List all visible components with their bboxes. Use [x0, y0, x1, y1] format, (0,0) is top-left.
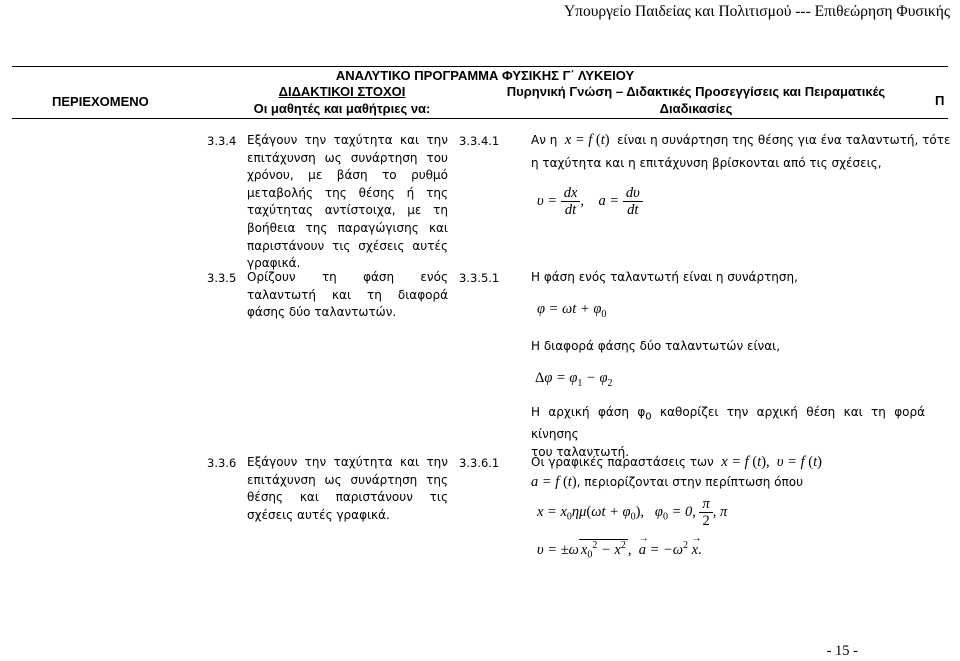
objective-line: ταλαντωτή και τη διαφορά — [247, 287, 448, 302]
page-number: - 15 - — [826, 643, 858, 659]
objective-line: ταχύτητας αντίστοιχα, με τη — [247, 203, 448, 218]
graph-functions-formula: x = f (t), υ = f (t) — [717, 454, 822, 470]
velocity-acceleration-formulas: υ = $\frac{dx}{dt}$ , a = $\frac{d\upsilon}{dt}$ — [537, 185, 643, 218]
content-paragraph — [531, 454, 822, 472]
objective-line: Εξάγουν την ταχύτητα και την — [247, 455, 448, 469]
content-line: του ταλαντωτή. — [531, 444, 630, 459]
header-top-rule — [12, 66, 948, 67]
approach-heading-line2: Διαδικασίες — [659, 101, 733, 116]
content-text: , περιορίζονται στην περίπτωση όπου — [576, 475, 804, 489]
objective-line: γραφικά. — [247, 256, 301, 271]
objective-line: θέσης και παριστάνουν τις — [247, 490, 448, 505]
content-number: 3.3.5.1 — [459, 271, 500, 285]
content-line: Η αρχική φάση $\varphi_0$ καθορίζει την αρχική θέση και τη φορά κίνησης — [531, 405, 926, 441]
ministry-header: Υπουργείο Παιδείας και Πολιτισμού --- Επιθεώρηση Φυσικής — [563, 3, 950, 20]
objective-number: 3.3.5 — [207, 271, 237, 285]
programme-title: ΑΝΑΛΥΤΙΚΟ ΠΡΟΓΡΑΜΜΑ ΦΥΣΙΚΗΣ Γ΄ ΛΥΚΕΙΟΥ — [335, 68, 635, 83]
objectives-subheading: Οι μαθητές και μαθήτριες να: — [253, 101, 431, 116]
content-text: είναι η συνάρτηση της θέσης για ένα ταλαντωτή, τότε — [617, 133, 951, 147]
content-text: η ταχύτητα και η επιτάχυνση βρίσκονται από τις σχέσεις, — [531, 156, 882, 170]
objective-line: μεταβολής της θέσης ή της — [247, 185, 448, 200]
content-text: Η φάση ενός ταλαντωτή είναι η συνάρτηση, — [531, 270, 798, 284]
content-text: Η διαφορά φάσης δύο ταλαντωτών είναι, — [531, 339, 781, 353]
approach-heading-line1: Πυρηνική Γνώση – Διδακτικές Προσεγγίσεις και Πειραματικές — [506, 84, 886, 99]
phase-formula: $\varphi = \omega t + \varphi_0$ — [537, 301, 607, 320]
content-paragraph — [531, 474, 803, 492]
objective-line: σχέσεις αυτές γραφικά. — [247, 507, 390, 522]
objective-text — [247, 454, 448, 524]
header-bottom-rule — [12, 118, 948, 119]
position-function-formula: x = f (t) — [561, 132, 610, 148]
objective-line: παριστάνουν τις σχέσεις αυτές — [247, 238, 448, 253]
objective-number: 3.3.6 — [207, 456, 237, 470]
objective-line: βοήθεια της παραγώγισης και — [247, 220, 448, 235]
objective-line: φάσης δύο ταλαντωτών. — [247, 305, 397, 320]
velocity-acceleration-position-formula: υ = ±ω $x_0^2 - x^2$ , → $a = -\omega^2 \to x$. — [537, 539, 702, 561]
objectives-heading: ΔΙΔΑΚΤΙΚΟΙ ΣΤΟΧΟΙ — [278, 84, 406, 99]
objective-line: χρόνου, με βάση το ρυθμό — [247, 168, 448, 183]
objective-text — [247, 269, 448, 322]
header-edge-letter: Π — [935, 93, 945, 108]
objective-number: 3.3.4 — [207, 134, 237, 148]
content-number: 3.3.4.1 — [459, 134, 500, 148]
objective-line: Ορίζουν τη φάση ενός — [247, 270, 448, 284]
content-paragraph — [531, 404, 925, 461]
objective-text — [247, 132, 448, 273]
phase-difference-formula: $\Delta\varphi = \varphi_1 - \varphi_2$ — [535, 370, 613, 389]
content-text: Οι γραφικές παραστάσεις των — [531, 455, 714, 469]
objective-line: επιτάχυνση ως συνάρτηση του — [247, 150, 448, 165]
content-paragraph — [531, 132, 950, 150]
objective-line: Εξάγουν την ταχύτητα και την — [247, 133, 448, 147]
content-column-heading: ΠΕΡΙΕΧΟΜΕΝΟ — [52, 94, 149, 109]
acceleration-function-formula: a = f (t) — [531, 474, 577, 490]
content-number: 3.3.6.1 — [459, 456, 500, 470]
harmonic-motion-formula: $x = x_0\eta\mu(\omega t + \varphi_0)$, $\varphi_0 = 0$, $\frac{\pi}{2}$ , π — [537, 496, 728, 529]
objective-line: επιτάχυνση ως συνάρτηση της — [247, 472, 448, 487]
content-text: Αν η — [531, 133, 558, 147]
